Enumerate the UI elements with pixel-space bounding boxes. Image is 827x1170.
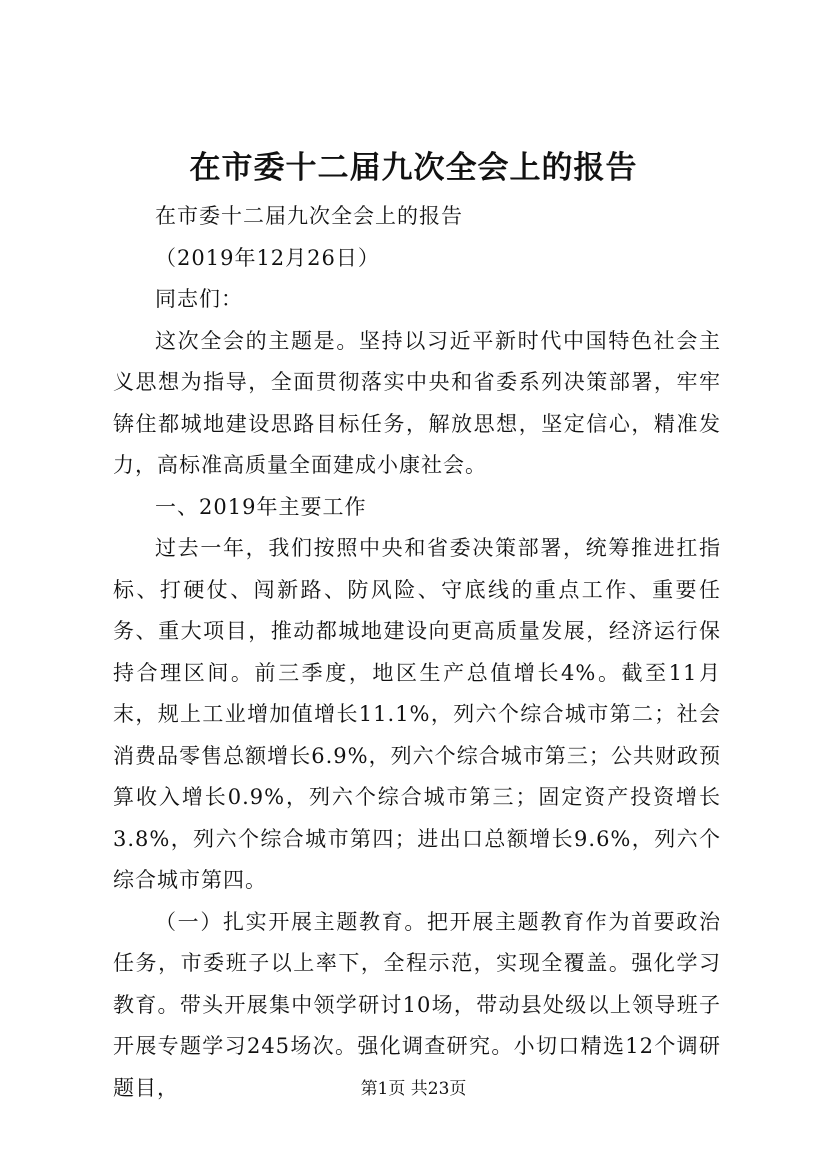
paragraph-theme-education: （一）扎实开展主题教育。把开展主题教育作为首要政治任务，市委班子以上率下，全程示范，实现全覆盖。强化学习教育。带头开展集中领学研讨10场，带动县处级以上领导班子开展专题学习245场次。强化调查研究。小切口精选12个调研题目， xyxy=(113,909,721,1100)
paragraph-theme: 这次全会的主题是。坚持以习近平新时代中国特色社会主义思想为指导，全面贯彻落实中央和省委系列决策部署，牢牢锛住都城地建设思路目标任务，解放思想，坚定信心，精准发力，高标准高质量全面建成小康社会。 xyxy=(113,328,721,477)
paragraph-date: （2019年12月26日） xyxy=(155,245,380,270)
document-body xyxy=(113,196,721,1109)
paragraph-review: 过去一年，我们按照中央和省委决策部署，统筹推进扛指标、打硬仗、闯新路、防风险、守底线的重点工作、重要任务、重大项目，推动都城地建设向更高质量发展，经济运行保持合理区间。前三季度，地区生产总值增长4%。截至11月末，规上工业增加值增长11.1%，列六个综合城市第二；社会消费品零售总额增长6.9%，列六个综合城市第三；公共财政预算收入增长0.9%，列六个综合城市第三；固定资产投资增长3.8%，列六个综合城市第四；进出口总额增长9.6%，列六个综合城市第四。 xyxy=(113,536,721,892)
page-footer: 第1页 共23页 xyxy=(360,1079,467,1099)
section-heading: 一、2019年主要工作 xyxy=(155,494,367,519)
paragraph-salutation: 同志们： xyxy=(155,287,243,311)
document-title: 在市委十二届九次全会上的报告 xyxy=(189,150,638,186)
paragraph-subtitle: 在市委十二届九次全会上的报告 xyxy=(155,204,463,228)
